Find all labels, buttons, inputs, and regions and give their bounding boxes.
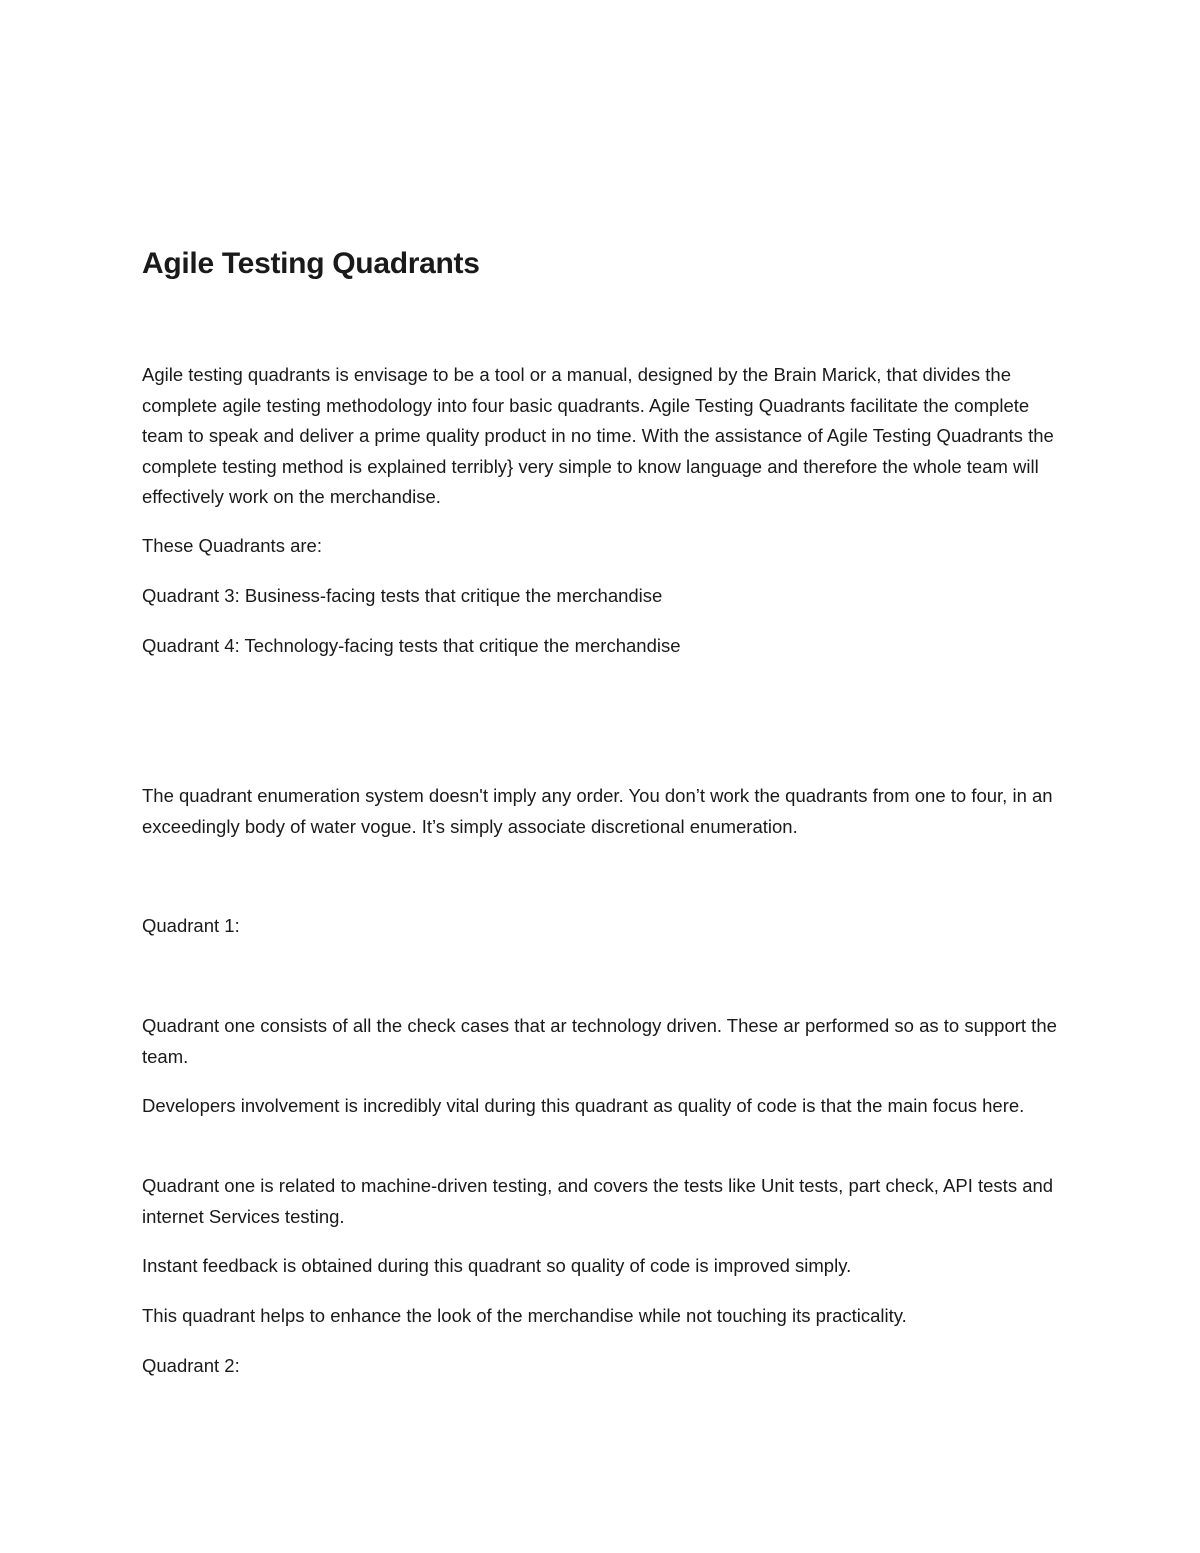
- quadrant-1-point-3: Quadrant one is related to machine-driven testing, and covers the tests like Unit tests, part check, API tests and internet Services testing.: [142, 1175, 1054, 1227]
- intro-paragraph: Agile testing quadrants is envisage to be a tool or a manual, designed by the Brain Marick, that divides the complete agile testing methodology into four basic quadrants. Agile Testing Quadrants facilitate the complete team to speak and deliver a prime quality product in no time. With the assistance of Agile Testing Quadrants the complete testing method is explained terribly} very simple to know language and therefore the whole team will effectively work on the merchandise.: [142, 364, 1054, 507]
- quadrants-heading: These Quadrants are:: [142, 535, 322, 556]
- quadrant-4-summary: Quadrant 4: Technology-facing tests that critique the merchandise: [142, 635, 681, 656]
- quadrant-1-heading: Quadrant 1:: [142, 915, 240, 936]
- quadrant-3-summary: Quadrant 3: Business-facing tests that critique the merchandise: [142, 585, 663, 606]
- enumeration-note: The quadrant enumeration system doesn't imply any order. You don’t work the quadrants from one to four, in an exceedingly body of water vogue. It’s simply associate discretional enumeration.: [142, 785, 1053, 837]
- quadrant-2-heading: Quadrant 2:: [142, 1355, 240, 1376]
- quadrant-1-point-4: Instant feedback is obtained during this quadrant so quality of code is improved simply.: [142, 1255, 852, 1276]
- document-title: Agile Testing Quadrants: [142, 247, 480, 280]
- quadrant-1-point-1: Quadrant one consists of all the check cases that ar technology driven. These ar performed so as to support the team.: [142, 1015, 1057, 1067]
- quadrant-1-point-2: Developers involvement is incredibly vital during this quadrant as quality of code is that the main focus here.: [142, 1095, 1025, 1116]
- quadrant-1-point-5: This quadrant helps to enhance the look of the merchandise while not touching its practicality.: [142, 1305, 907, 1326]
